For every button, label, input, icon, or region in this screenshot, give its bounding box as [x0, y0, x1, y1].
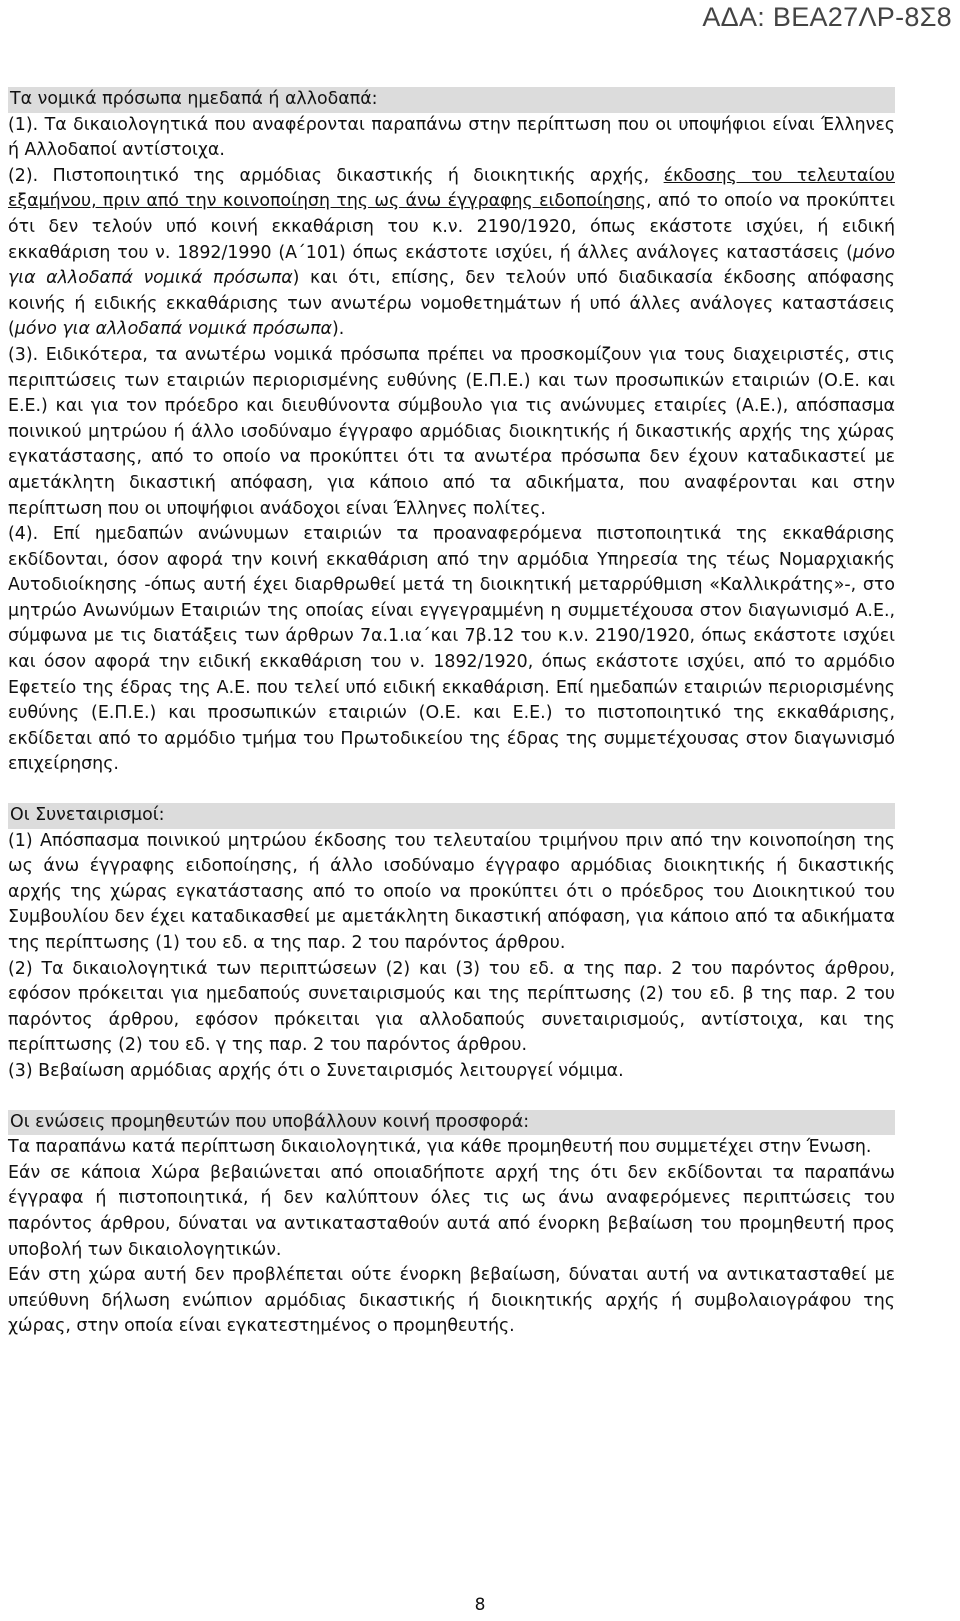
- union-paragraph-2: Εάν σε κάποια Χώρα βεβαιώνεται από οποιαδήποτε αρχή της ότι δεν εκδίδονται τα παραπάνω έγγραφα ή πιστοποιητικά, ή δεν καλύπτουν όλες τις ως άνω αναφερόμενες περιπτώσεις του παρόντος άρθρου, δύναται να αντικατασταθούν αυτά από ένορκη βεβαίωση του προμηθευτή προς υποβολή των δικαιολογητικών.: [8, 1162, 895, 1260]
- coop-paragraph-2: (2) Τα δικαιολογητικά των περιπτώσεων (2) και (3) του εδ. α της παρ. 2 του παρόντος άρθρου, εφόσον πρόκειται για ημεδαπούς συνεταιρισμούς και της περίπτωσης (2) του εδ. β της παρ. 2 του παρόντος άρθρου, εφόσον πρόκειται για αλλοδαπούς συνεταιρισμούς, αντίστοιχα, και της περίπτωσης (2) του εδ. γ της παρ. 2 του παρόντος άρθρου.: [8, 958, 895, 1056]
- paragraph-1: (1). Τα δικαιολογητικά που αναφέρονται παραπάνω στην περίπτωση που οι υποψήφιοι είναι Έλληνες ή Αλλοδαποί αντίστοιχα.: [8, 114, 895, 161]
- spacer: [8, 1085, 895, 1110]
- paragraph-2-italic-1: μόνο για αλλοδαπά νομικά πρόσωπα: [8, 242, 895, 289]
- paragraph-2-text-b: , από το οποίο να προκύπτει ότι δεν τελούν υπό κοινή εκκαθάριση του κ.ν. 2190/1920, όπως εκάστοτε ισχύει, ή ειδική εκκαθάριση του ν. 1892/1990 (Α΄101) όπως εκάστοτε ισχύει, ή άλλες ανάλογες καταστάσεις (: [8, 191, 895, 263]
- page-number: 8: [474, 1595, 486, 1615]
- paragraph-4: (4). Επί ημεδαπών ανώνυμων εταιριών τα προαναφερόμενα πιστοποιητικά της εκκαθάρισης εκδίδονται, όσον αφορά την κοινή εκκαθάριση από την αρμόδια Υπηρεσία της τέως Νομαρχιακής Αυτοδιοίκησης -όπως αυτή έχει διαρθρωθεί μετά τη διοικητική μεταρρύθμιση «Καλλικράτης»-, στο μητρώο Ανωνύμων Εταιριών της οποίας είναι εγγεγραμμένη η συμμετέχουσα στον διαγωνισμό Α.Ε., σύμφωνα με τις διατάξεις των άρθρων 7α.1.ια΄και 7β.12 του κ.ν. 2190/1920, όπως εκάστοτε ισχύει και όσον αφορά την ειδική εκκαθάριση του ν. 1892/1920, όπως εκάστοτε ισχύει, από το αρμόδιο Εφετείο της έδρας της Α.Ε. που τελεί υπό ειδική εκκαθάριση. Επί ημεδαπών εταιριών περιορισμένης ευθύνης (Ε.Π.Ε.) και προσωπικών εταιριών (Ο.Ε. και Ε.Ε.) το πιστοποιητικό της εκκαθάρισης, εκδίδεται από το αρμόδιο τμήμα του Πρωτοδικείου της έδρας της συμμετέχουσας στον διαγωνισμό επιχείρησης.: [8, 524, 895, 775]
- paragraph-2: [8, 164, 895, 343]
- union-paragraph-3: Εάν στη χώρα αυτή δεν προβλέπεται ούτε ένορκη βεβαίωση, δύναται αυτή να αντικατασταθεί με υπεύθυνη δήλωση ενώπιον αρμόδιας δικαστικής ή διοικητικής αρχής ή συμβολαιογράφου της χώρας, στην οποία είναι εγκατεστημένος ο προμηθευτής.: [8, 1265, 895, 1337]
- paragraph-2-text-c: ) και ότι, επίσης, δεν τελούν υπό διαδικασία έκδοσης απόφασης κοινής ή ειδικής εκκαθάρισης των ανωτέρω νομοθετημάτων ή υπό άλλες ανάλογες καταστάσεις (: [8, 268, 895, 340]
- spacer: [8, 778, 895, 803]
- coop-paragraph-1: (1) Απόσπασμα ποινικού μητρώου έκδοσης του τελευταίου τριμήνου πριν από την κοινοποίηση της ως άνω έγγραφης ειδοποίησης, ή άλλο ισοδύναμο έγγραφο αρμόδιας διοικητικής ή δικαστικής αρχής της χώρας εγκατάστασης από το οποίο να προκύπτει ότι ο πρόεδρος του Διοικητικού του Συμβουλίου δεν έχει καταδικασθεί με αμετάκλητη δικαστική απόφαση, για κάποιο από τα αδικήματα της περίπτωσης (1) του εδ. α της παρ. 2 του παρόντος άρθρου.: [8, 830, 895, 953]
- paragraph-2-text-d: ).: [332, 319, 345, 340]
- paragraph-2-italic-2: μόνο για αλλοδαπά νομικά πρόσωπα: [14, 319, 333, 340]
- coop-paragraph-3: (3) Βεβαίωση αρμόδιας αρχής ότι ο Συνεταιρισμός λειτουργεί νόμιμα.: [8, 1060, 624, 1081]
- section-heading-cooperatives: Οι Συνεταιρισμοί:: [8, 803, 895, 829]
- paragraph-2-text-a: (2). Πιστοποιητικό της αρμόδιας δικαστικής ή διοικητικής αρχής,: [8, 165, 664, 186]
- section-heading-supplier-unions: Οι ενώσεις προμηθευτών που υποβάλλουν κοινή προσφορά:: [8, 1110, 895, 1136]
- paragraph-2-underlined: έκδοσης του τελευταίου εξαμήνου, πριν από την κοινοποίηση της ως άνω έγγραφης ειδοποίησης: [8, 165, 895, 212]
- document-id-header: ΑΔΑ: ΒΕΑ27ΛΡ-8Σ8: [702, 2, 952, 32]
- union-paragraph-1: Τα παραπάνω κατά περίπτωση δικαιολογητικά, για κάθε προμηθευτή που συμμετέχει στην Ένωση.: [8, 1137, 872, 1158]
- paragraph-3: (3). Ειδικότερα, τα ανωτέρω νομικά πρόσωπα πρέπει να προσκομίζουν για τους διαχειριστές, στις περιπτώσεις των εταιριών περιορισμένης ευθύνης (Ε.Π.Ε.) και των προσωπικών εταιριών (Ο.Ε. και Ε.Ε.) και για τον πρόεδρο και διευθύνοντα σύμβουλο για τις ανώνυμες εταιρίες (Α.Ε.), απόσπασμα ποινικού μητρώου ή άλλο ισοδύναμο έγγραφο αρμόδιας διοικητικής ή δικαστικής αρχής της χώρας εγκατάστασης, από το οποίο να προκύπτει ότι τα ανωτέρα πρόσωπα δεν έχουν καταδικαστεί με αμετάκλητη δικαστική απόφαση, για κάποιο από τα αδικήματα, που αναφέρονται και στην περίπτωση που οι υποψήφιοι ανάδοχοι είναι Έλληνες πολίτες.: [8, 344, 895, 519]
- section-heading-legal-entities: Τα νομικά πρόσωπα ημεδαπά ή αλλοδαπά:: [8, 87, 895, 113]
- document-body: [8, 87, 895, 1340]
